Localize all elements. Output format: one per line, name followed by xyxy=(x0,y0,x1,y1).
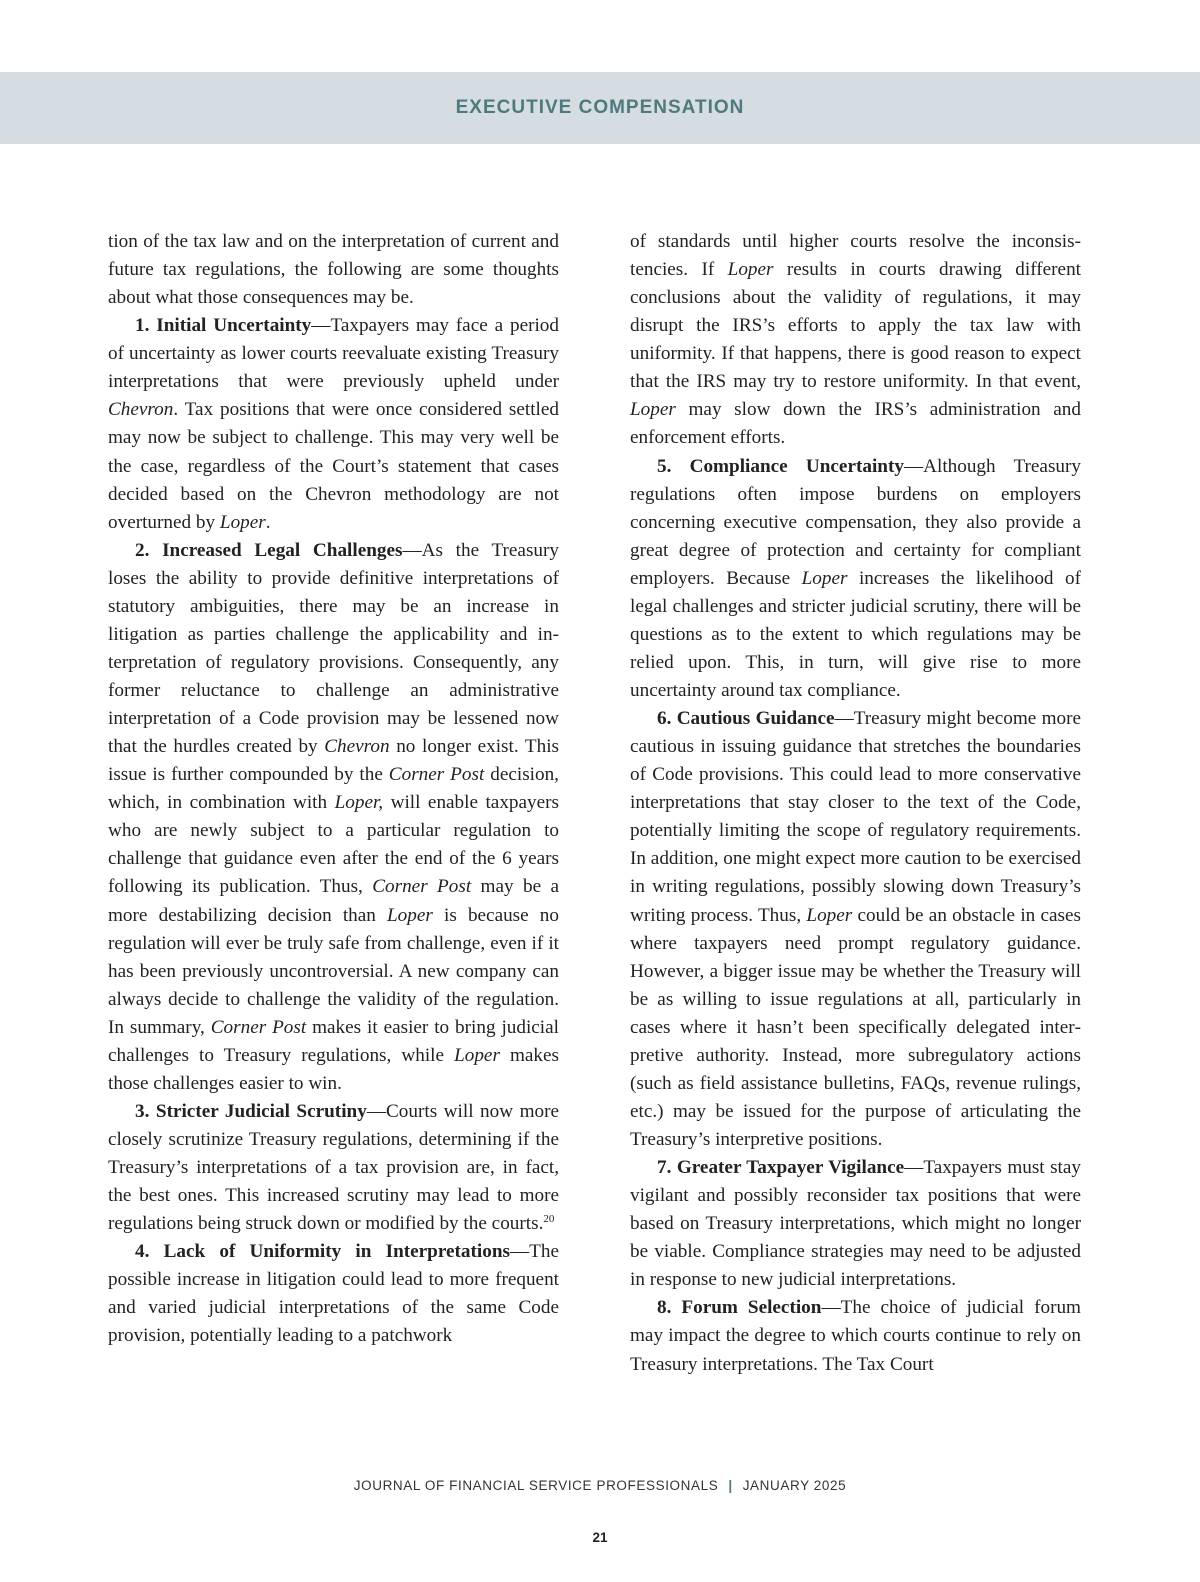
section-title: EXECUTIVE COMPENSATION xyxy=(455,97,745,118)
page-number: 21 xyxy=(592,1530,608,1545)
item-heading: 7. Greater Taxpayer Vigilance xyxy=(657,1157,905,1179)
footer-separator: | xyxy=(728,1478,733,1493)
issue-date: JANUARY 2025 xyxy=(742,1478,847,1493)
item-heading: 6. Cautious Guidance xyxy=(657,708,835,730)
item-cautious-guidance: 6. Cautious Guidance—Treasury might become more cautious in issuing guidance that stretches the boundaries of Code provisions. This could lead to more conservative interpretations that stay closer to the text of the Code, potentially limiting the scope of regulatory requirements. In addition, one might expect more caution to be exercised in writing regulations, possibly slowing down Treasury’s writing process. Thus, Loper could be an obstacle in cases where taxpayers need prompt regulatory guidance. However, a bigger issue may be whether the Treasury will be as willing to issue regulations at all, particularly in cases where it hasn’t been specifically delegated interpretive authority. Instead, more subregulatory actions (such as field assistance bulletins, FAQs, revenue rulings, etc.) may be issued for the purpose of articulating the Treasury’s interpretive positions. xyxy=(630,708,1081,1150)
item-heading: 1. Initial Uncertainty xyxy=(135,315,312,337)
item-compliance-uncertainty: 5. Compliance Uncertainty—Although Treasury regulations often impose burdens on employers concerning executive compensation, they also provide a great degree of protection and certainty for compliant employers. Because Loper increases the likelihood of legal challenges and stricter judicial scrutiny, there will be questions as to the extent to which regulations may be relied upon. This, in turn, will give rise to more uncertainty around tax compliance. xyxy=(630,455,1081,701)
item-heading: 5. Compliance Uncertainty xyxy=(657,455,904,477)
item-greater-taxpayer-vigilance: 7. Greater Taxpayer Vigilance—Taxpayers must stay vigilant and possibly reconsider tax positions that were based on Treasury interpretations, which might no longer be viable. Compliance strategies may need to be adjusted in response to new judicial interpretations. xyxy=(630,1157,1081,1291)
page-footer xyxy=(0,1478,1200,1493)
left-column xyxy=(108,228,559,1351)
right-column xyxy=(630,228,1081,1379)
item-heading: 2. Increased Legal Challenges xyxy=(135,539,403,561)
item-stricter-judicial-scrutiny: 3. Stricter Judicial Scrutiny—Courts will now more closely scrutinize Treasury regulations, determining if the Treasury’s interpretations of a tax provision are, in fact, the best ones. This increased scrutiny may lead to more regulations being struck down or modified by the courts.$^{20}$ xyxy=(108,1100,559,1235)
journal-name: JOURNAL OF FINANCIAL SERVICE PROFESSIONALS xyxy=(353,1478,719,1493)
item-increased-legal-challenges: 2. Increased Legal Challenges—As the Treasury loses the ability to provide definitive interpretations of statutory ambiguities, there may be an increase in litigation as parties challenge the applicability and interpretation of regulatory provisions. Consequently, any former reluctance to challenge an administrative interpretation of a Code provision may be lessened now that the hurdles created by Chevron no longer exist. This issue is further compounded by the Corner Post decision, which, in combination with Loper, will enable taxpayers who are newly subject to a particular regulation to challenge that guidance even after the end of the 6 years following its publication. Thus, Corner Post may be a more destabilizing decision than Loper is because no regulation will ever be truly safe from challenge, even if it has been previously uncontroversial. A new company can always decide to challenge the validity of the regulation. In summary, Corner Post makes it easier to bring judicial challenges to Treasury regulations, while Loper makes those challenges easier to win. xyxy=(108,539,559,1094)
item-initial-uncertainty: 1. Initial Uncertainty—Taxpayers may face a period of uncertainty as lower courts reevaluate existing Treasury interpretations that were previously upheld under Chevron. Tax positions that were once considered settled may now be subject to challenge. This may very well be the case, regardless of the Court’s statement that cases decided based on the Chevron methodology are not overturned by Loper. xyxy=(108,315,559,533)
section-header-banner xyxy=(0,72,1200,144)
item-lack-of-uniformity-continued: of standards until higher courts resolve the inconsistencies. If Loper results in courts drawing different conclusions about the validity of regulations, it may disrupt the IRS’s efforts to apply the tax law with uniformity. If that happens, there is good reason to expect that the IRS may try to restore uniformity. In that event, Loper may slow down the IRS’s administration and enforcement efforts. xyxy=(630,231,1081,449)
item-heading: 3. Stricter Judicial Scrutiny xyxy=(135,1100,367,1122)
item-heading: 4. Lack of Uniformity in Interpretations xyxy=(135,1241,510,1263)
footnote-ref: 20 xyxy=(543,1213,555,1226)
intro-paragraph: tion of the tax law and on the interpretation of current and future tax regulations, the following are some thoughts about what those consequences may be. xyxy=(108,231,559,309)
item-lack-of-uniformity: 4. Lack of Uniformity in Interpretations—The possible increase in litigation could lead to more frequent and varied judicial interpretations of the same Code provision, potentially leading to a patchwork xyxy=(108,1241,559,1347)
item-forum-selection: 8. Forum Selection—The choice of judicial forum may impact the degree to which courts continue to rely on Treasury interpretations. The Tax Court xyxy=(630,1297,1081,1375)
item-heading: 8. Forum Selection xyxy=(657,1297,822,1319)
